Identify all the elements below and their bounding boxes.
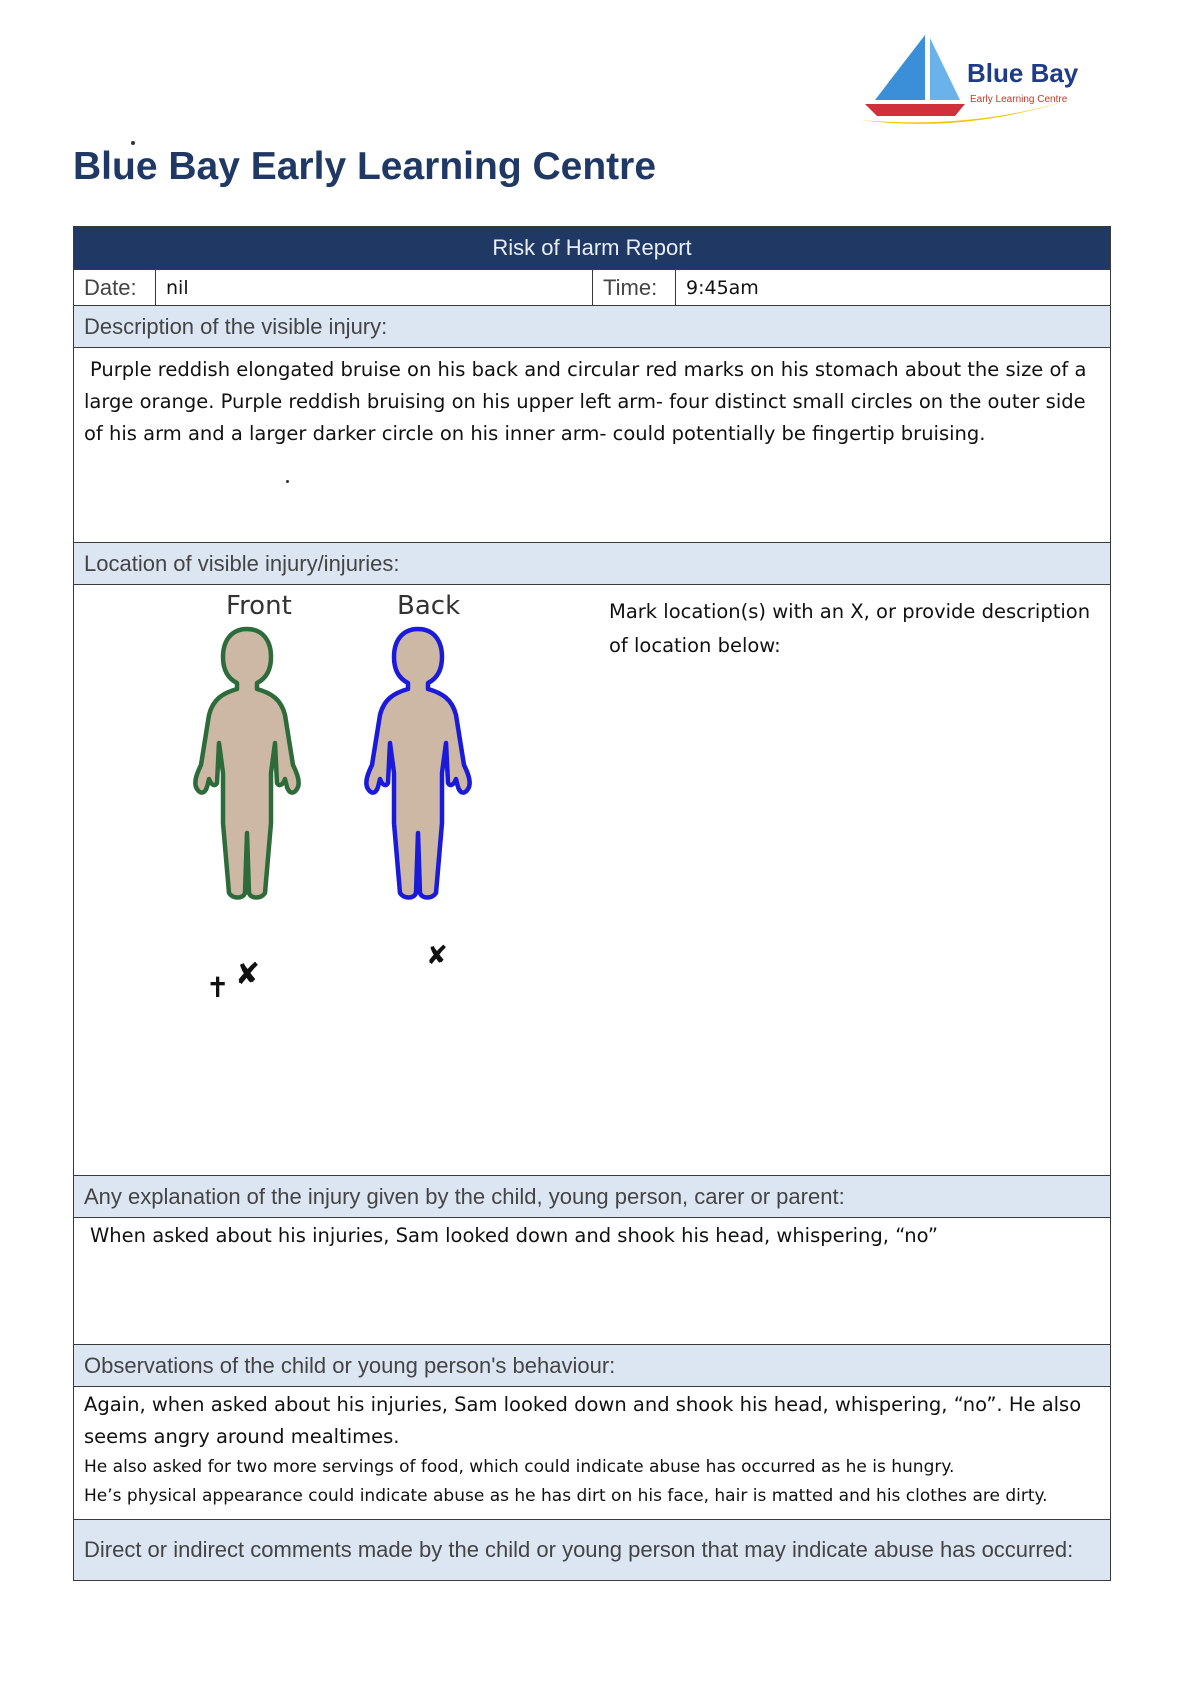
location-area[interactable] xyxy=(74,585,1111,1176)
time-field[interactable]: 9:45am xyxy=(676,270,1111,306)
blue-bay-logo xyxy=(855,30,1085,130)
front-label: Front xyxy=(226,591,292,621)
handwritten-x-mark: ✘ xyxy=(426,941,448,971)
injury-description-text: Purple reddish elongated bruise on his back and circular red marks on his stomach about the size of a large orange. Purple reddish bruising on his upper left arm- four distinct small circles on the outer side of his arm and a larger darker circle on his inner arm- could potentially be fingertip bruising. xyxy=(84,358,1087,445)
observations-text: Again, when asked about his injuries, Sam looked down and shook his head, whispering, “no”. He also seems angry around mealtimes. xyxy=(84,1393,1082,1448)
injury-description-field[interactable] xyxy=(74,348,1111,543)
date-field[interactable]: nil xyxy=(156,270,593,306)
handwritten-mark: ✝ xyxy=(206,971,230,1004)
back-body-figure[interactable] xyxy=(358,623,478,903)
explanation-label: Any explanation of the injury given by the child, young person, carer or parent: xyxy=(74,1176,1111,1218)
logo-subtitle: Early Learning Centre xyxy=(970,94,1068,105)
handwritten-x-mark: ✘ xyxy=(235,957,261,992)
stray-dot xyxy=(286,480,289,483)
location-label: Location of visible injury/injuries: xyxy=(74,543,1111,585)
front-body-figure[interactable] xyxy=(187,623,307,903)
observations-field[interactable] xyxy=(74,1387,1111,1520)
observations-line: He’s physical appearance could indicate abuse as he has dirt on his face, hair is matted and his clothes are dirty. xyxy=(84,1486,1048,1506)
page-title: Blue Bay Early Learning Centre xyxy=(73,145,657,188)
date-label: Date: xyxy=(74,270,156,306)
comments-label: Direct or indirect comments made by the child or young person that may indicate abuse has occurred: xyxy=(74,1520,1111,1581)
explanation-field[interactable] xyxy=(74,1218,1111,1345)
observations-label: Observations of the child or young person's behaviour: xyxy=(74,1345,1111,1387)
injury-description-label: Description of the visible injury: xyxy=(74,306,1111,348)
observations-line: He also asked for two more servings of food, which could indicate abuse has occurred as he is hungry. xyxy=(84,1457,955,1477)
mark-location-instruction: Mark location(s) with an X, or provide description of location below: xyxy=(609,600,1091,657)
back-label: Back xyxy=(397,591,461,621)
time-label: Time: xyxy=(593,270,676,306)
explanation-text: When asked about his injuries, Sam looked down and shook his head, whispering, “no” xyxy=(90,1224,938,1247)
risk-of-harm-form xyxy=(73,226,1111,1581)
logo-name: Blue Bay xyxy=(967,58,1079,88)
form-header: Risk of Harm Report xyxy=(74,227,1111,270)
